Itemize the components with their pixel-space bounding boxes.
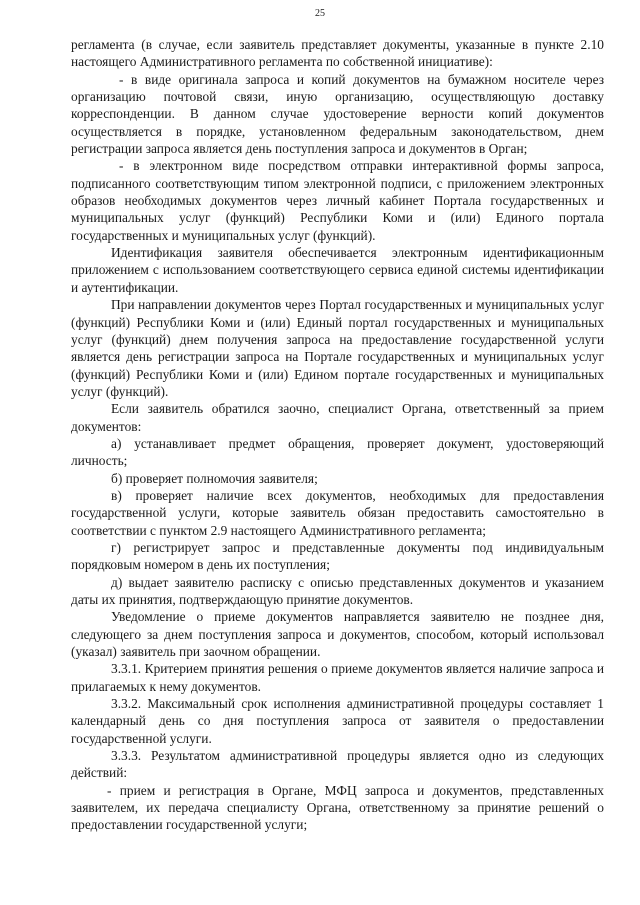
paragraph-continuation: регламента (в случае, если заявитель представляет документы, указанные в пункте 2.10 настоящего Административного регламента по собственной инициативе):: [71, 37, 604, 70]
list-item-v: в) проверяет наличие всех документов, необходимых для предоставления государственной услуги, которые заявитель обязан предоставить самостоятельно в соответствии с пунктом 2.9 настоящего Административного регламента;: [71, 487, 604, 538]
paragraph-identification: Идентификация заявителя обеспечивается электронным идентификационным приложением с использованием соответствующего сервиса единой системы идентификации и аутентификации.: [71, 245, 604, 295]
paragraph-electronic-submission: - в электронном виде посредством отправки интерактивной формы запроса, подписанного соответствующим типом электронной подписи, с приложением электронных образов необходимых документов через личный кабинет Портала государственных и муниципальных услуг (функций) Республики Коми и (или) Единого портала государственных и муниципальных услуг (функций).: [71, 158, 604, 243]
paragraph-3-3-2: 3.3.2. Максимальный срок исполнения административной процедуры составляет 1 календарный день со дня поступления запроса от заявителя о предоставлении государственной услуги.: [71, 696, 604, 746]
list-item-g: г) регистрирует запрос и представленные документы под индивидуальным порядковым номером в день их поступления;: [71, 539, 604, 573]
paragraph-3-3-3: 3.3.3. Результатом административной процедуры является одно из следующих действий:: [71, 748, 604, 781]
list-item-a: а) устанавливает предмет обращения, проверяет документ, удостоверяющий личность;: [71, 435, 604, 469]
list-item-b: б) проверяет полномочия заявителя;: [111, 470, 318, 486]
list-item-d: д) выдает заявителю расписку с описью представленных документов и указанием даты их принятия, подтверждающую принятие документов.: [71, 574, 604, 607]
document-body: [71, 36, 604, 834]
paragraph-remote-application: Если заявитель обратился заочно, специалист Органа, ответственный за прием документов:: [71, 401, 604, 434]
page-number: 25: [315, 8, 325, 19]
paragraph-notification: Уведомление о приеме документов направляется заявителю не позднее дня, следующего за днем поступления запроса и документов, способом, который использовал (указал) заявитель при заочном обращении.: [71, 609, 604, 660]
paragraph-paper-submission: - в виде оригинала запроса и копий документов на бумажном носителе через организацию почтовой связи, иную организацию, осуществляющую доставку корреспонденции. В данном случае удостоверение верности копий документов осуществляется в порядке, установленном федеральным законодательством, днем регистрации запроса является день поступления запроса и документов в Орган;: [71, 71, 604, 157]
paragraph-portal-submission: При направлении документов через Портал государственных и муниципальных услуг (функций) Республики Коми и (или) Единый портал государственных и муниципальных услуг (функций) днем получения запроса на предоставление государственной услуги является день регистрации запроса на Портале государственных и муниципальных услуг (функций) Республики Коми и (или) Едином портале государственных и муниципальных услуг (функций).: [71, 297, 604, 399]
paragraph-result-item: - прием и регистрация в Органе, МФЦ запроса и документов, представленных заявителем, их передача специалисту Органа, ответственному за принятие решений о предоставлении государственной услуги;: [71, 782, 604, 833]
paragraph-3-3-1: 3.3.1. Критерием принятия решения о приеме документов является наличие запроса и прилагаемых к нему документов.: [71, 661, 604, 694]
